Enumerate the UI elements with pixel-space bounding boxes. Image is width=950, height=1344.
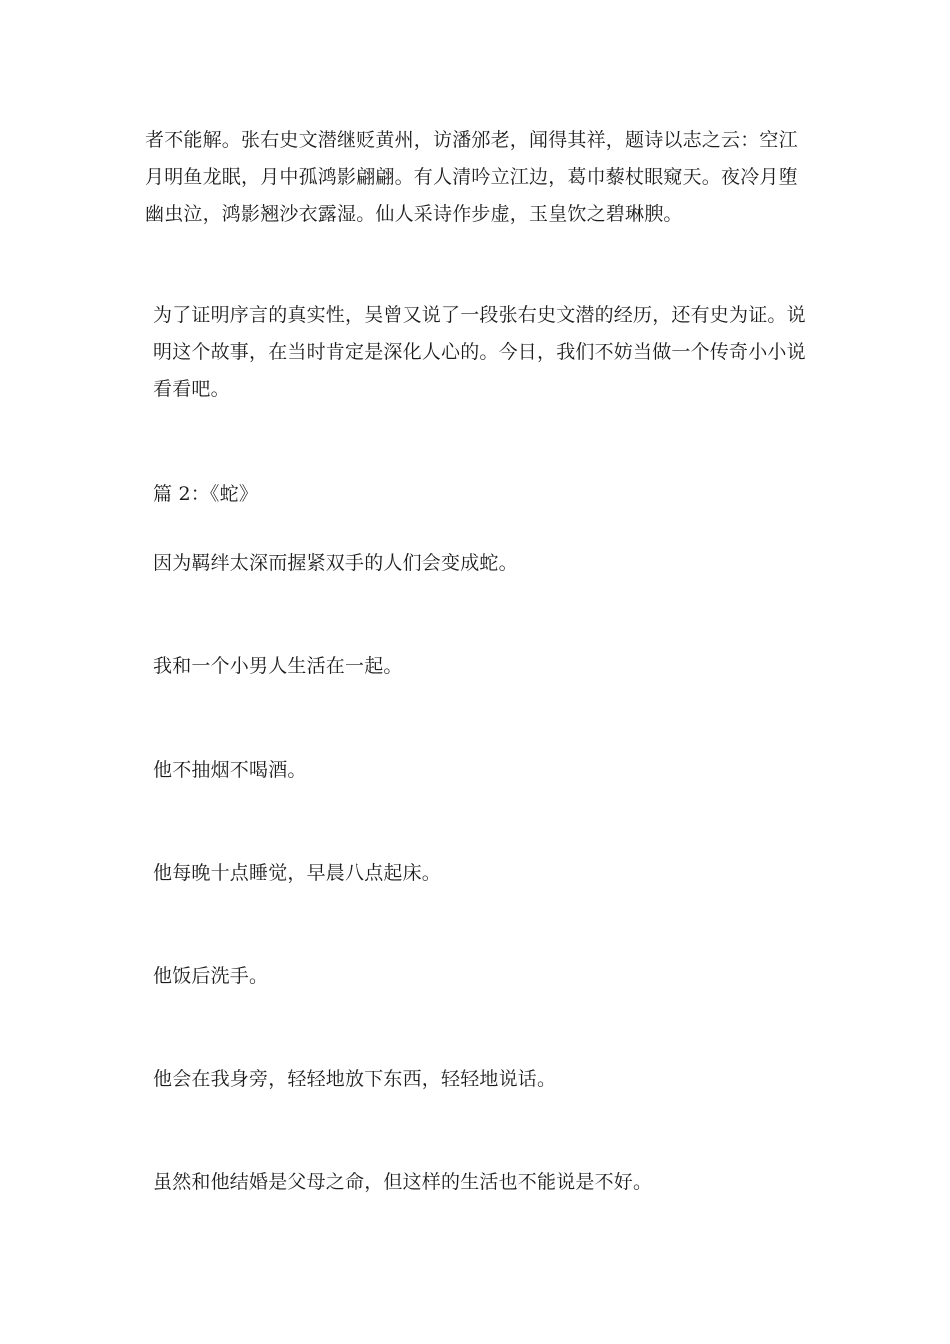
paragraph-line-6: 他会在我身旁，轻轻地放下东西，轻轻地说话。	[153, 1068, 557, 1090]
section-heading: 篇 2：《蛇》	[153, 483, 259, 505]
paragraph-commentary: 为了证明序言的真实性，吴曾又说了一段张右史文潜的经历，还有史为证。说明这个故事，在当时肯定是深化人心的。今日，我们不妨当做一个传奇小小说看看吧。	[153, 304, 806, 400]
paragraph-poem: 者不能解。张右史文潜继贬黄州，访潘邠老，闻得其祥，题诗以志之云：空江月明鱼龙眠，月中孤鸿影翩翩。有人清吟立江边，葛巾藜杖眼窥天。夜冷月堕幽虫泣，鸿影翘沙衣露湿。仙人采诗作步虚，玉皇饮之碧琳腴。	[145, 129, 798, 225]
paragraph-line-2: 我和一个小男人生活在一起。	[153, 655, 403, 677]
paragraph-line-7: 虽然和他结婚是父母之命，但这样的生活也不能说是不好。	[153, 1171, 653, 1193]
paragraph-line-1: 因为羁绊太深而握紧双手的人们会变成蛇。	[153, 552, 518, 574]
paragraph-line-5: 他饭后洗手。	[153, 965, 269, 987]
paragraph-line-3: 他不抽烟不喝酒。	[153, 759, 307, 781]
paragraph-line-4: 他每晚十点睡觉，早晨八点起床。	[153, 862, 442, 884]
